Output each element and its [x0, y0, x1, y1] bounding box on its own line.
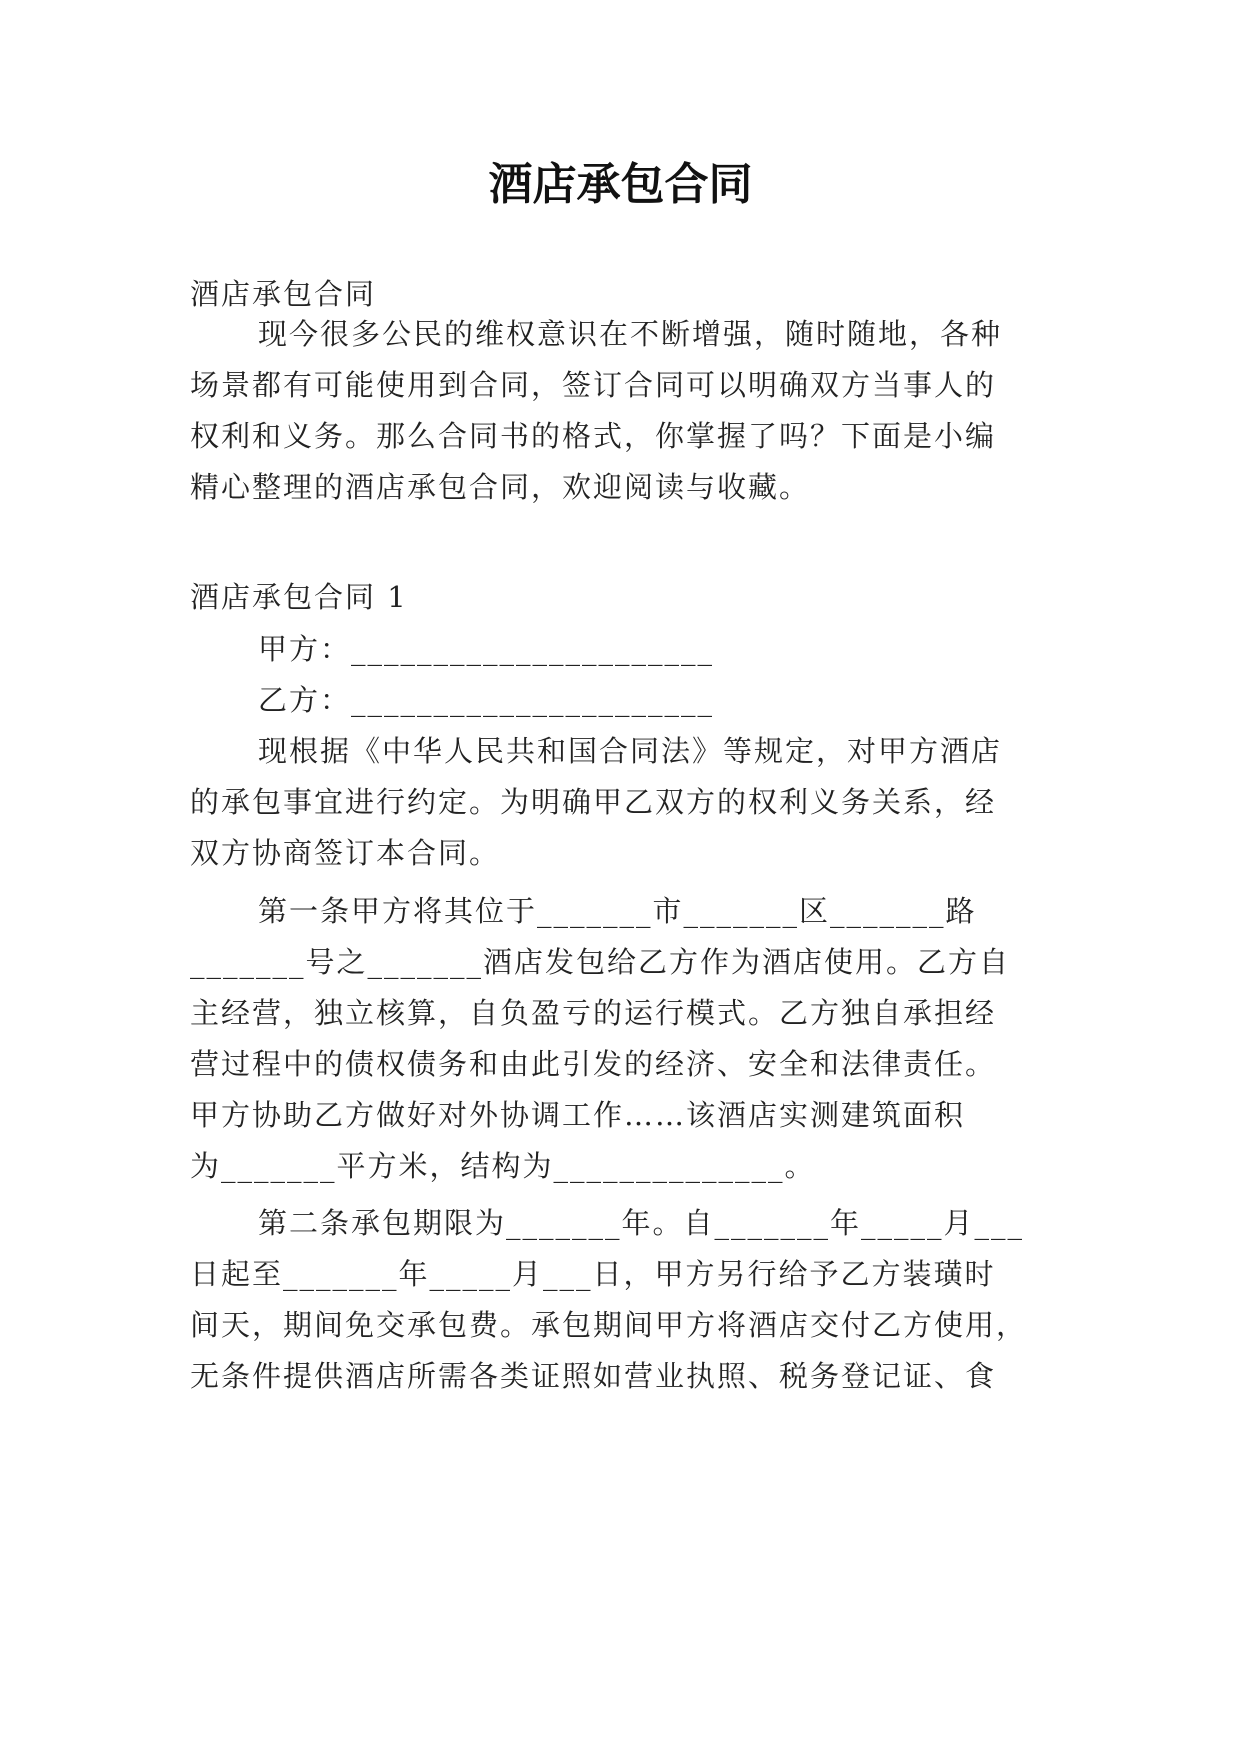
article-2-line-2: 日起至_______年_____月___日，甲方另行给予乙方装璜时: [190, 1257, 996, 1291]
preamble-line-2: 的承包事宜进行约定。为明确甲乙双方的权利义务关系，经: [190, 785, 997, 819]
article-1-line-1: 第一条甲方将其位于_______市_______区_______路: [258, 894, 977, 928]
article-1-line-6: 为_______平方米，结构为______________。: [190, 1149, 816, 1183]
article-1-line-2: _______号之_______酒店发包给乙方作为酒店使用。乙方自: [190, 945, 1011, 979]
article-2-line-3: 间天，期间免交承包费。承包期间甲方将酒店交付乙方使用，: [190, 1308, 1028, 1342]
intro-line-1: 现今很多公民的维权意识在不断增强，随时随地，各种: [258, 317, 1003, 351]
intro-line-3: 权利和义务。那么合同书的格式，你掌握了吗？下面是小编: [190, 419, 997, 453]
intro-line-2: 场景都有可能使用到合同，签订合同可以明确双方当事人的: [190, 368, 997, 402]
party-a-field: 甲方：______________________: [258, 632, 715, 666]
article-2-line-4: 无条件提供酒店所需各类证照如营业执照、税务登记证、食: [190, 1359, 997, 1393]
preamble-line-3: 双方协商签订本合同。: [190, 836, 501, 870]
document-title: 酒店承包合同: [488, 159, 753, 210]
article-2-line-1: 第二条承包期限为_______年。自_______年_____月___: [258, 1206, 1025, 1240]
preamble-line-1: 现根据《中华人民共和国合同法》等规定，对甲方酒店: [258, 734, 1003, 768]
contract-heading: 酒店承包合同 1: [190, 580, 408, 614]
subtitle-heading: 酒店承包合同: [190, 277, 377, 311]
article-1-line-3: 主经营，独立核算，自负盈亏的运行模式。乙方独自承担经: [190, 996, 997, 1030]
party-b-field: 乙方：______________________: [258, 683, 715, 717]
intro-line-4: 精心整理的酒店承包合同，欢迎阅读与收藏。: [190, 470, 811, 504]
article-1-line-4: 营过程中的债权债务和由此引发的经济、安全和法律责任。: [190, 1047, 997, 1081]
article-1-line-5: 甲方协助乙方做好对外协调工作……该酒店实测建筑面积: [190, 1098, 966, 1132]
